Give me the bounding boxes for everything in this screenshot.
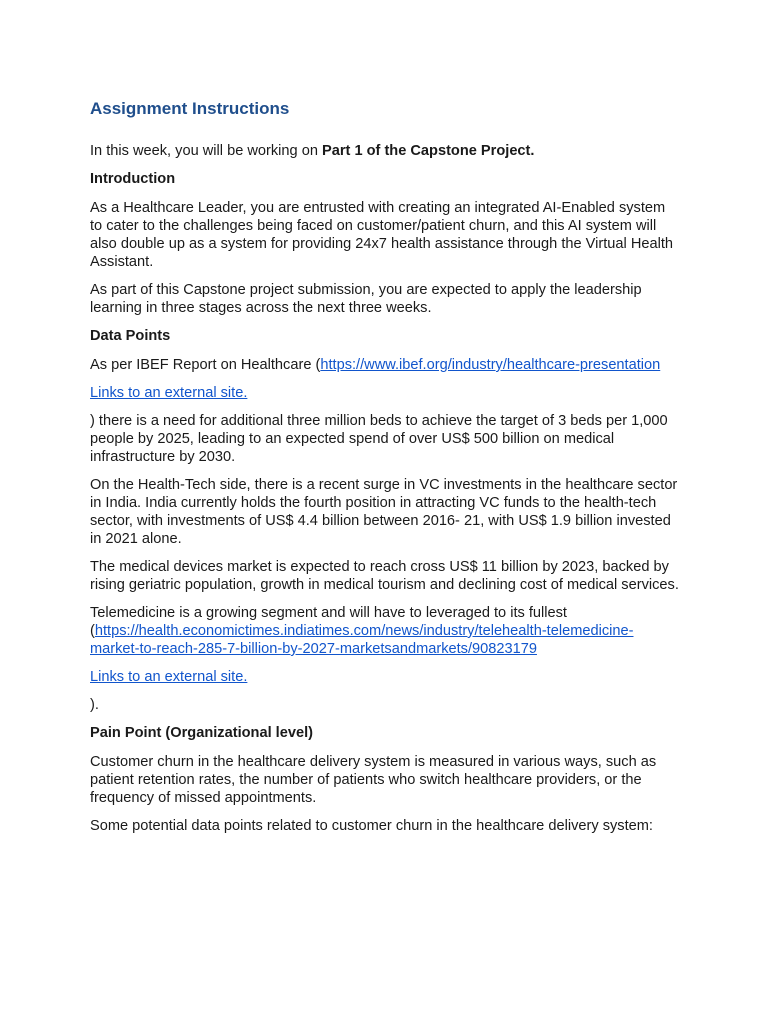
- telemedicine-continuation: ).: [90, 697, 99, 713]
- devices-paragraph: The medical devices market is expected to reach cross US$ 11 billion by 2023, backed by rising geriatric population, growth in medical tourism and declining cost of medical services.: [90, 559, 679, 593]
- external-link-note-1: [90, 384, 680, 402]
- telemedicine-text: Telemedicine is a growing segment and will have to leveraged to its fullest (: [90, 605, 567, 639]
- pain-point-heading: Pain Point (Organizational level): [90, 725, 313, 741]
- page-title: Assignment Instructions: [90, 99, 290, 118]
- ibef-link[interactable]: https://www.ibef.org/industry/healthcare-presentation: [320, 357, 661, 373]
- external-site-link-1[interactable]: Links to an external site.: [90, 385, 248, 401]
- intro-text: In this week, you will be working on: [90, 143, 322, 159]
- introduction-paragraph-1: As a Healthcare Leader, you are entrusted with creating an integrated AI-Enabled system to cater to the challenges being faced on customer/patient churn, and this AI system will also double up as a system for providing 24x7 health assistance through the Virtual Health Assistant.: [90, 200, 674, 270]
- telemedicine-paragraph: [90, 604, 680, 658]
- ibef-paragraph: [90, 356, 680, 374]
- introduction-heading: Introduction: [90, 171, 176, 187]
- external-site-link-2[interactable]: Links to an external site.: [90, 669, 248, 685]
- ibef-continuation: ) there is a need for additional three million beds to achieve the target of 3 beds per 1,000 people by 2025, leading to an expected spend of over US$ 500 billion on medical infrastructure by 2030.: [90, 413, 668, 465]
- external-link-note-2: [90, 668, 680, 686]
- intro-bold-text: Part 1 of the Capstone Project.: [322, 143, 535, 159]
- intro-paragraph: [90, 142, 680, 160]
- telemedicine-link[interactable]: https://health.economictimes.indiatimes.com/news/industry/telehealth-telemedicine-market-to-reach-285-7-billion-by-2027-marketsandmarkets/90823179: [90, 623, 634, 657]
- introduction-paragraph-2: As part of this Capstone project submission, you are expected to apply the leadership learning in three stages across the next three weeks.: [90, 282, 642, 316]
- pain-point-paragraph-2: Some potential data points related to customer churn in the healthcare delivery system:: [90, 818, 653, 834]
- ibef-text: As per IBEF Report on Healthcare (: [90, 357, 321, 373]
- pain-point-paragraph-1: Customer churn in the healthcare delivery system is measured in various ways, such as patient retention rates, the number of patients who switch healthcare providers, or the frequency of missed appointments.: [90, 754, 657, 806]
- document-page: [90, 98, 680, 845]
- data-points-heading: Data Points: [90, 328, 171, 344]
- healthtech-paragraph: On the Health-Tech side, there is a recent surge in VC investments in the healthcare sector in India. India currently holds the fourth position in attracting VC funds to the health-tech sector, with investments of US$ 4.4 billion between 2016- 21, with US$ 1.9 billion invested in 2021 alone.: [90, 477, 678, 547]
